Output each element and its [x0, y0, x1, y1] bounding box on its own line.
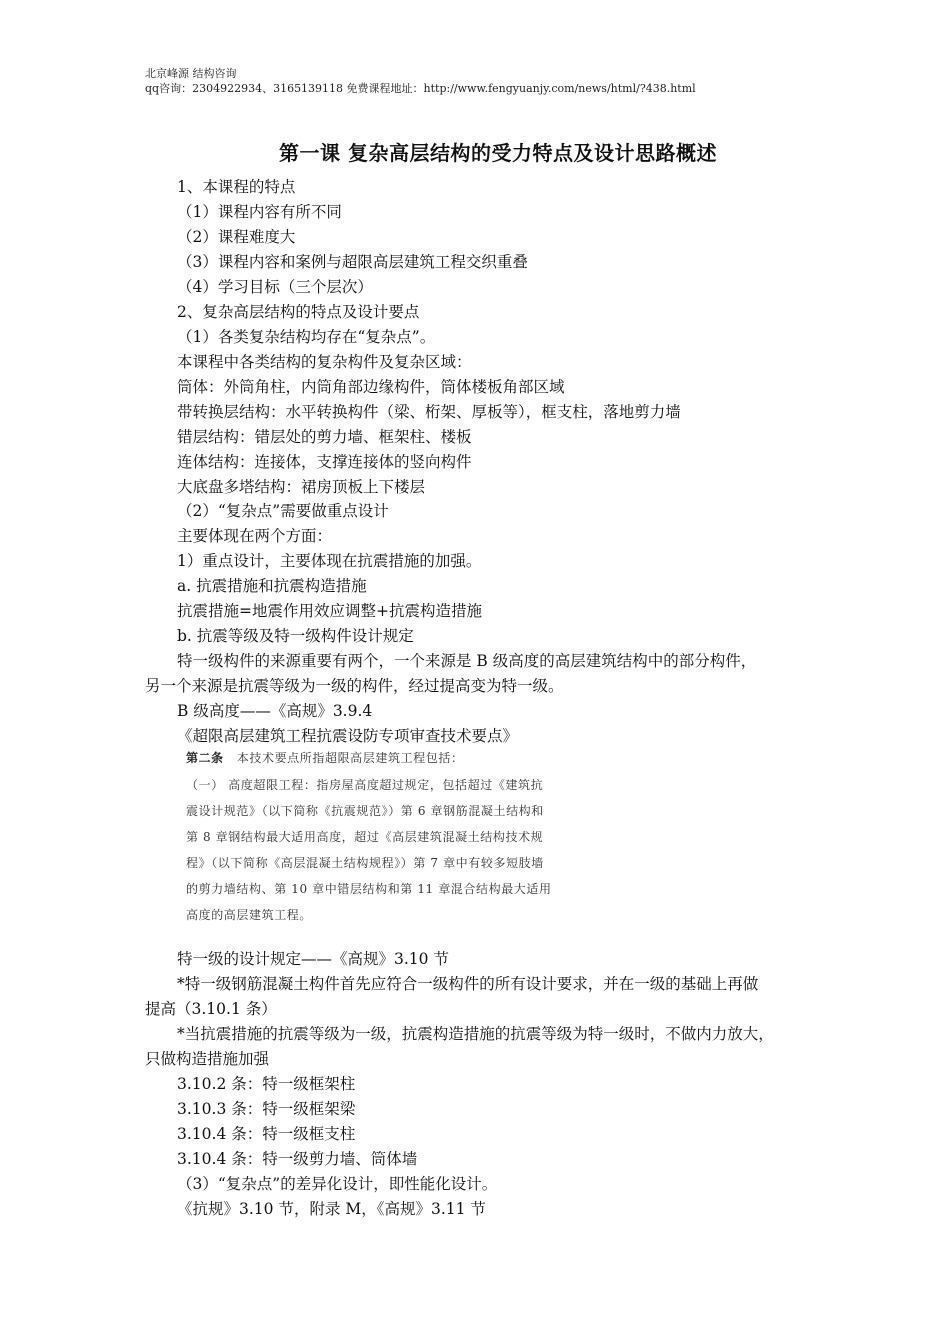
text-line: *特一级钢筋混凝土构件首先应符合一级构件的所有设计要求，并在一级的基础上再做	[177, 975, 759, 993]
text-line: 3.10.3 条：特一级框架梁	[177, 1100, 356, 1118]
text-line: 3.10.4 条：特一级剪力墙、筒体墙	[177, 1150, 418, 1168]
text-line: 1）重点设计，主要体现在抗震措施的加强。	[177, 552, 482, 570]
text-line: 错层结构：错层处的剪力墙、框架柱、楼板	[177, 428, 472, 446]
quote-line: 震设计规范》（以下简称《抗震规范》）第 6 章钢筋混凝土结构和	[186, 804, 544, 818]
quote-line: 程》（以下简称《高层混凝土结构规程》）第 7 章中有较多短肢墙	[186, 856, 544, 870]
quote-heading-line	[186, 750, 464, 766]
text-line: （2）课程难度大	[177, 228, 296, 246]
quote-article: 第二条	[186, 751, 224, 765]
quote-text: 本技术要点所指超限高层建筑工程包括：	[236, 751, 464, 765]
header-company: 北京峰源 结构咨询	[145, 67, 237, 80]
text-line: （2）“复杂点”需要做重点设计	[177, 502, 389, 520]
text-line: 提高（3.10.1 条）	[145, 1000, 277, 1018]
text-line: 只做构造措施加强	[145, 1050, 270, 1068]
text-line: B 级高度——《高规》3.9.4	[177, 702, 373, 720]
text-line: 2、复杂高层结构的特点及设计要点	[177, 303, 420, 321]
text-line: 3.10.2 条：特一级框架柱	[177, 1075, 356, 1093]
text-line: 《超限高层建筑工程抗震设防专项审查技术要点》	[177, 727, 519, 745]
text-line: 大底盘多塔结构：裙房顶板上下楼层	[177, 478, 426, 496]
quote-line: （一） 高度超限工程：指房屋高度超过规定，包括超过《建筑抗	[186, 778, 544, 792]
text-line: 《抗规》3.10 节，附录 M，《高规》3.11 节	[177, 1200, 486, 1218]
text-line: （3）“复杂点”的差异化设计，即性能化设计。	[177, 1175, 498, 1193]
text-line: *当抗震措施的抗震等级为一级，抗震构造措施的抗震等级为特一级时，不做内力放大，	[177, 1025, 774, 1043]
text-line: 特一级构件的来源重要有两个，一个来源是 B 级高度的高层建筑结构中的部分构件，	[177, 652, 757, 670]
text-line: （1）课程内容有所不同	[177, 203, 342, 221]
text-line: 抗震措施=地震作用效应调整+抗震构造措施	[177, 602, 482, 620]
text-line: 连体结构：连接体，支撑连接体的竖向构件	[177, 453, 472, 471]
text-line: 本课程中各类结构的复杂构件及复杂区域：	[177, 353, 472, 371]
text-line: 带转换层结构：水平转换构件（梁、桁架、厚板等），框支柱，落地剪力墙	[177, 403, 681, 421]
text-line: 另一个来源是抗震等级为一级的构件，经过提高变为特一级。	[145, 677, 564, 695]
page-title: 第一课 复杂高层结构的受力特点及设计思路概述	[279, 141, 717, 165]
text-line: a. 抗震措施和抗震构造措施	[177, 577, 367, 595]
quote-line: 高度的高层建筑工程。	[186, 908, 313, 922]
quote-line: 的剪力墙结构、第 10 章中错层结构和第 11 章混合结构最大适用	[186, 882, 552, 896]
text-line: 主要体现在两个方面：	[177, 527, 333, 545]
text-line: （3）课程内容和案例与超限高层建筑工程交织重叠	[177, 253, 528, 271]
header-contact: qq咨询：2304922934、3165139118 免费课程地址：http://www.fengyuanjy.com/news/html/?438.html	[145, 82, 696, 95]
text-line: 1、本课程的特点	[177, 178, 296, 196]
quote-line: 第 8 章钢结构最大适用高度，超过《高层建筑混凝土结构技术规	[186, 830, 544, 844]
text-line: （4）学习目标（三个层次）	[177, 278, 373, 296]
text-line: 筒体：外筒角柱，内筒角部边缘构件，筒体楼板角部区域	[177, 378, 565, 396]
text-line: 特一级的设计规定——《高规》3.10 节	[177, 950, 449, 968]
text-line: 3.10.4 条：特一级框支柱	[177, 1125, 356, 1143]
text-line: b. 抗震等级及特一级构件设计规定	[177, 627, 414, 645]
text-line: （1）各类复杂结构均存在“复杂点”。	[177, 328, 436, 346]
